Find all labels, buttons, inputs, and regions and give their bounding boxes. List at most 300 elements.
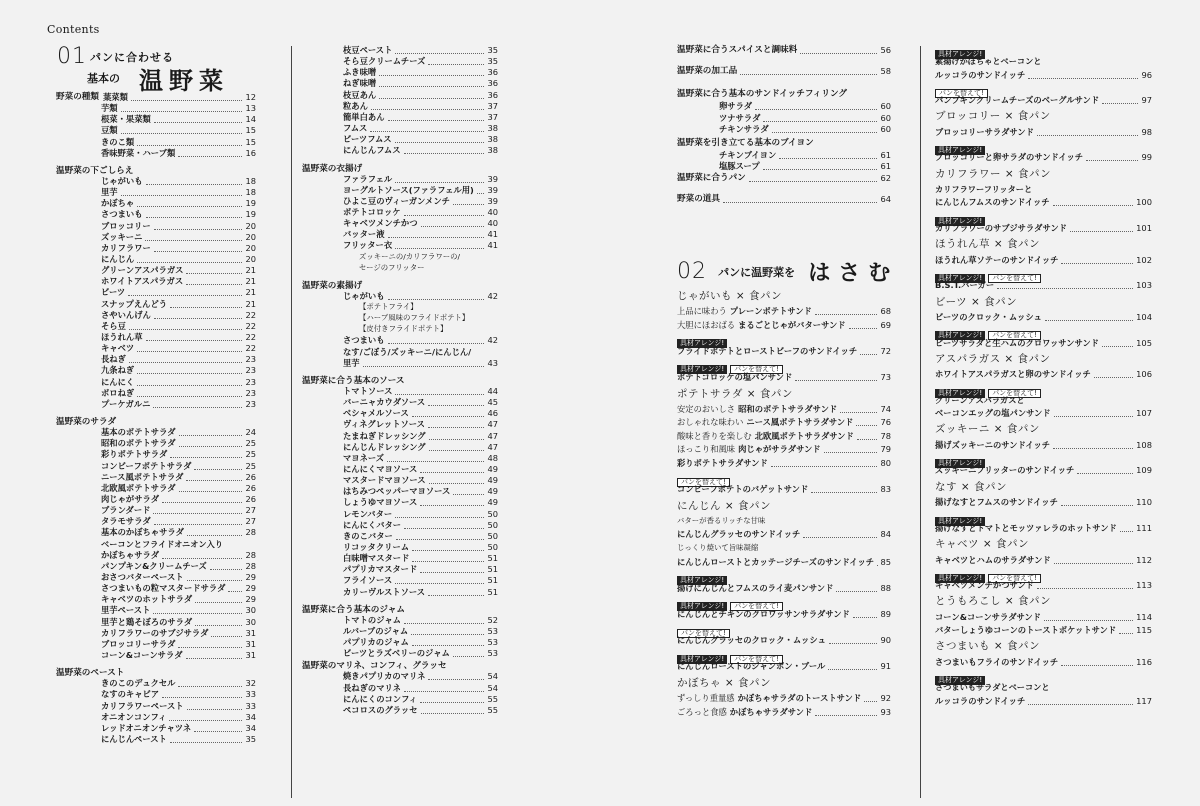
page-number: 116 bbox=[1136, 656, 1152, 667]
toc-entry bbox=[343, 134, 498, 145]
toc-entry bbox=[677, 583, 891, 594]
section-heading: 温野菜のサラダ bbox=[56, 417, 117, 428]
entry-title: にんじん bbox=[101, 253, 135, 264]
entry-title: かぼちゃ bbox=[101, 198, 135, 209]
entry-title: パンプキン&クリームチーズ bbox=[101, 560, 207, 571]
leader-dots bbox=[1054, 557, 1133, 564]
leader-dots bbox=[840, 406, 877, 413]
entry-title: ベシャメルソース bbox=[343, 408, 409, 419]
leader-dots bbox=[1028, 698, 1133, 705]
entry-title: 長ねぎ bbox=[101, 354, 126, 365]
leader-dots bbox=[121, 105, 243, 112]
entry-tagline: ずっしり重量感 bbox=[677, 693, 735, 703]
page-number: 31 bbox=[245, 650, 256, 661]
toc-entry bbox=[101, 148, 256, 159]
leader-dots bbox=[477, 187, 485, 194]
page-number: 42 bbox=[487, 335, 498, 346]
section-heading: 温野菜の衣揚げ bbox=[302, 163, 363, 174]
leader-dots bbox=[864, 695, 877, 702]
entry-title: マスタードマヨソース bbox=[343, 475, 426, 486]
leader-dots bbox=[179, 485, 243, 492]
leader-dots bbox=[815, 709, 877, 716]
toc-entry bbox=[101, 137, 256, 148]
toc-entry bbox=[677, 346, 891, 357]
entry-title: ほうれん草 bbox=[101, 332, 143, 342]
category-heading: ビーツ × 食パン bbox=[935, 295, 1018, 308]
toc-entry bbox=[343, 553, 498, 564]
page-number: 53 bbox=[487, 637, 498, 648]
arrange-badge: 具材アレンジ! bbox=[935, 459, 985, 468]
toc-entry bbox=[677, 529, 891, 540]
entry-title: カリフラワー bbox=[101, 242, 151, 253]
page-number: 49 bbox=[487, 486, 498, 497]
entry-title: コンビーフポテトサラダ bbox=[101, 460, 192, 471]
page-number: 36 bbox=[487, 78, 498, 89]
page-number: 117 bbox=[1136, 695, 1152, 706]
entry-note: バターが香るリッチな甘味 bbox=[677, 515, 766, 525]
arrange-badges bbox=[677, 570, 730, 585]
leader-dots bbox=[137, 139, 242, 146]
page-number: 41 bbox=[487, 229, 498, 240]
toc-entry bbox=[677, 707, 891, 718]
toc-entry bbox=[677, 444, 891, 455]
arrange-badge: 具材アレンジ! bbox=[935, 389, 985, 398]
toc-entry bbox=[101, 617, 256, 628]
toc-entry bbox=[101, 723, 256, 734]
entry-text: さつまいもサラダとベーコンと bbox=[935, 682, 1050, 693]
page-number: 27 bbox=[245, 516, 256, 527]
arrange-badge: 具材アレンジ! bbox=[935, 574, 985, 583]
toc-entry bbox=[677, 609, 891, 620]
page-number: 19 bbox=[245, 198, 256, 209]
entry-text: 素揚げかぼちゃとベーコンと bbox=[935, 56, 1042, 67]
entry-note: 【ハーブ風味のフライドポテト】 bbox=[359, 313, 470, 323]
leader-dots bbox=[370, 125, 484, 132]
column-divider bbox=[291, 46, 292, 798]
toc-entry bbox=[343, 419, 498, 430]
arrange-badges bbox=[677, 359, 786, 374]
entry-title: さつまいもフライのサンドイッチ bbox=[935, 656, 1059, 667]
toc-entry bbox=[343, 67, 498, 78]
entry-tagline: おしゃれな味わい bbox=[677, 417, 744, 428]
entry-title: ビーツサラダと生ハムのクロワッサンサンド bbox=[935, 337, 1099, 348]
leader-dots bbox=[379, 92, 484, 99]
toc-entry bbox=[101, 583, 256, 594]
page-number: 53 bbox=[487, 625, 498, 636]
leader-dots bbox=[154, 116, 243, 123]
page-number: 29 bbox=[245, 572, 256, 582]
toc-entry bbox=[343, 671, 498, 682]
page-number: 36 bbox=[487, 67, 498, 78]
section-heading: 温野菜の素揚げ bbox=[302, 280, 363, 291]
leader-dots bbox=[404, 685, 485, 692]
entry-title: なすのキャビア bbox=[101, 689, 160, 700]
toc-entry bbox=[101, 505, 256, 516]
page-number: 85 bbox=[880, 556, 891, 567]
page-number: 23 bbox=[245, 376, 256, 387]
arrange-badges bbox=[677, 649, 786, 663]
page-number: 103 bbox=[1136, 280, 1152, 291]
entry-title: チキンブイヨン bbox=[719, 149, 777, 160]
part2-number: 02 bbox=[677, 259, 707, 284]
toc-entry bbox=[343, 442, 498, 453]
toc-entry bbox=[719, 150, 891, 161]
page-number: 98 bbox=[1141, 126, 1152, 137]
page-number: 60 bbox=[880, 112, 891, 123]
leader-dots bbox=[162, 496, 242, 503]
page-number: 50 bbox=[487, 530, 498, 541]
toc-entry bbox=[343, 464, 498, 475]
category-heading: ポテトサラダ × 食パン bbox=[677, 387, 793, 400]
leader-dots bbox=[1119, 627, 1133, 634]
page-number: 55 bbox=[487, 693, 498, 704]
leader-dots bbox=[178, 680, 242, 687]
leader-dots bbox=[723, 196, 877, 203]
part2-heading: はさむ bbox=[808, 261, 899, 286]
entry-title: ツナサラダ bbox=[719, 112, 761, 123]
page-number: 83 bbox=[880, 484, 891, 495]
entry-title: ホワイトアスパラガス bbox=[101, 276, 184, 287]
toc-entry bbox=[343, 475, 498, 486]
leader-dots bbox=[194, 725, 242, 732]
arrange-badges bbox=[935, 511, 988, 525]
toc-entry bbox=[343, 705, 498, 716]
arrange-badges bbox=[935, 268, 1044, 282]
toc-entry bbox=[101, 332, 256, 343]
arrange-badge: 具材アレンジ! bbox=[677, 655, 727, 664]
page-number: 20 bbox=[245, 220, 256, 231]
toc-entry bbox=[935, 338, 1152, 349]
toc-entry bbox=[343, 520, 498, 531]
entry-title: フリッター衣 bbox=[343, 240, 393, 251]
toc-entry bbox=[343, 453, 498, 464]
page-number: 37 bbox=[487, 100, 498, 111]
toc-entry bbox=[677, 431, 891, 442]
leader-dots bbox=[388, 337, 485, 344]
entry-title: ビーツのクロック・ムッシュ bbox=[935, 312, 1042, 322]
entry-tagline: ほっこり和風味 bbox=[677, 444, 736, 455]
toc-entry bbox=[101, 701, 256, 712]
entry-title: ニース風ポテトサラダ bbox=[101, 471, 184, 482]
leader-dots bbox=[828, 663, 877, 670]
entry-note: ズッキーニの/カリフラワーの/ bbox=[359, 251, 460, 261]
entry-title: 豆類 bbox=[101, 125, 118, 136]
toc-entry bbox=[935, 152, 1152, 163]
leader-dots bbox=[178, 150, 242, 157]
toc-entry bbox=[677, 173, 891, 184]
arrange-badges bbox=[935, 211, 988, 225]
arrange-badge: 具材アレンジ! bbox=[935, 217, 985, 226]
category-heading: キャベツ × 食パン bbox=[935, 538, 1029, 550]
leader-dots bbox=[420, 499, 484, 506]
arrange-badges bbox=[935, 670, 988, 685]
leader-dots bbox=[186, 267, 242, 274]
leader-dots bbox=[811, 486, 877, 493]
arrange-badge: 具材アレンジ! bbox=[677, 339, 727, 348]
leader-dots bbox=[121, 189, 243, 196]
leader-dots bbox=[1044, 614, 1133, 621]
leader-dots bbox=[169, 714, 242, 721]
arrange-badges bbox=[935, 325, 1044, 340]
toc-entry bbox=[677, 557, 891, 568]
part2-title bbox=[677, 256, 898, 284]
entry-title: じゃがいも bbox=[343, 290, 385, 301]
toc-entry bbox=[935, 197, 1152, 208]
toc-entry bbox=[343, 648, 498, 659]
page-number: 47 bbox=[487, 430, 498, 441]
arrange-badges bbox=[935, 568, 1044, 582]
entry-title: さつまいも bbox=[343, 335, 385, 346]
toc-entry bbox=[101, 287, 256, 298]
page-number: 22 bbox=[245, 332, 256, 342]
section-heading: 温野菜に合う基本のジャム bbox=[302, 604, 405, 615]
section-heading: 温野菜のマリネ、コンフィ、グラッセ bbox=[302, 661, 447, 672]
page-number: 109 bbox=[1136, 465, 1152, 476]
leader-dots bbox=[420, 696, 484, 703]
entry-title: たまねぎドレッシング bbox=[343, 430, 426, 441]
leader-dots bbox=[195, 596, 242, 603]
page-number: 110 bbox=[1136, 497, 1152, 508]
page-number: 15 bbox=[245, 125, 256, 136]
page-number: 108 bbox=[1136, 439, 1152, 450]
leader-dots bbox=[395, 388, 484, 395]
leader-dots bbox=[162, 691, 242, 698]
toc-entry bbox=[677, 484, 891, 495]
entry-title: ブロッコリーと卵サラダのサンドイッチ bbox=[935, 152, 1084, 163]
page-number: 49 bbox=[487, 463, 498, 474]
entry-title: ポテトコロッケの塩パンサンド bbox=[677, 372, 793, 382]
leader-dots bbox=[453, 650, 485, 657]
page-number: 30 bbox=[245, 605, 256, 616]
leader-dots bbox=[421, 707, 485, 714]
page-number: 35 bbox=[487, 45, 498, 55]
leader-dots bbox=[129, 323, 243, 330]
leader-dots bbox=[131, 94, 243, 101]
entry-title: オニオンコンフィ bbox=[101, 711, 167, 722]
section-heading: 温野菜を引き立てる基本のブイヨン bbox=[677, 137, 814, 148]
page-number: 111 bbox=[1136, 522, 1152, 533]
entry-title: パプリカのジャム bbox=[343, 637, 409, 648]
leader-dots bbox=[429, 433, 485, 440]
arrange-badge: パンを替えて! bbox=[730, 655, 783, 664]
entry-title: B.S.T.バーガー bbox=[935, 280, 995, 291]
toc-entry bbox=[935, 465, 1152, 476]
toc-entry bbox=[677, 194, 891, 205]
toc-entry bbox=[935, 127, 1152, 138]
page-number: 101 bbox=[1136, 222, 1152, 233]
toc-entry bbox=[343, 587, 498, 598]
entry-title: そら豆 bbox=[101, 320, 126, 331]
toc-entry bbox=[719, 124, 891, 135]
entry-title: きのこのデュクセル bbox=[101, 678, 176, 689]
arrange-badge: パンを替えて! bbox=[988, 274, 1041, 283]
entry-text: グリーンアスパラガスと bbox=[935, 394, 1025, 405]
leader-dots bbox=[411, 628, 484, 635]
leader-dots bbox=[428, 421, 484, 428]
page-number: 106 bbox=[1136, 369, 1152, 380]
page-number: 68 bbox=[880, 306, 891, 316]
entry-title: 昭和のポテトサラダサンド bbox=[738, 403, 838, 414]
page-number: 33 bbox=[245, 700, 256, 711]
page-number: 15 bbox=[245, 136, 256, 147]
arrange-badge: パンを替えて! bbox=[730, 602, 783, 611]
arrange-badge: 具材アレンジ! bbox=[677, 576, 727, 585]
toc-entry bbox=[677, 45, 891, 56]
page-number: 60 bbox=[880, 124, 891, 135]
entry-title: しょうゆマヨソース bbox=[343, 497, 418, 508]
leader-dots bbox=[749, 175, 878, 182]
entry-title: 白味噌マスタード bbox=[343, 553, 410, 564]
leader-dots bbox=[186, 474, 242, 481]
entry-title: 基本のポテトサラダ bbox=[101, 427, 176, 438]
leader-dots bbox=[824, 446, 878, 453]
leader-dots bbox=[849, 322, 878, 329]
toc-entry bbox=[677, 417, 891, 428]
toc-entry bbox=[101, 734, 256, 745]
page-number: 26 bbox=[245, 493, 256, 504]
toc-entry bbox=[935, 255, 1152, 266]
entry-title: にんにくマヨソース bbox=[343, 463, 418, 474]
leader-dots bbox=[453, 198, 484, 205]
leader-dots bbox=[800, 47, 877, 54]
leader-dots bbox=[154, 518, 243, 525]
toc-entry bbox=[343, 615, 498, 626]
toc-entry bbox=[677, 458, 891, 469]
page-number: 114 bbox=[1136, 611, 1152, 622]
entry-tagline: ごろっと食感 bbox=[677, 706, 727, 717]
arrange-badges bbox=[935, 44, 988, 58]
toc-entry bbox=[343, 486, 498, 497]
entry-title: 温野菜の加工品 bbox=[677, 66, 738, 76]
page-number: 93 bbox=[880, 706, 891, 717]
toc-entry bbox=[101, 221, 256, 232]
toc-entry bbox=[343, 101, 498, 112]
entry-title: にんじんローストのジャンボン・ブール bbox=[677, 661, 826, 672]
entry-title: パプリカマスタード bbox=[343, 564, 418, 575]
leader-dots bbox=[153, 507, 242, 514]
leader-dots bbox=[170, 301, 242, 308]
entry-title: ズッキーニフリッターのサンドイッチ bbox=[935, 465, 1075, 476]
page-number: 51 bbox=[487, 586, 498, 597]
toc-entry bbox=[935, 223, 1152, 234]
toc-entry bbox=[101, 365, 256, 376]
page-number: 25 bbox=[245, 438, 256, 449]
entry-title: 彩りポテトサラダサンド bbox=[677, 458, 768, 468]
page-number: 72 bbox=[880, 345, 891, 356]
toc-entry bbox=[101, 628, 256, 639]
toc-entry bbox=[101, 276, 256, 287]
leader-dots bbox=[1037, 129, 1139, 136]
toc-entry bbox=[101, 427, 256, 438]
toc-entry bbox=[101, 176, 256, 187]
toc-entry bbox=[343, 683, 498, 694]
toc-entry bbox=[101, 343, 256, 354]
page-number: 74 bbox=[880, 403, 891, 414]
entry-title: フライソース bbox=[343, 575, 393, 586]
page-number: 23 bbox=[245, 387, 256, 398]
page-number: 56 bbox=[880, 45, 891, 55]
leader-dots bbox=[137, 390, 242, 397]
page-number: 107 bbox=[1136, 408, 1152, 419]
entry-title: カリフラワーのサブジサラダサンド bbox=[935, 222, 1067, 233]
toc-entry bbox=[101, 265, 256, 276]
entry-title: ビーツ bbox=[101, 287, 126, 298]
page-number: 50 bbox=[487, 508, 498, 519]
entry-title: ルッコラのサンドイッチ bbox=[935, 69, 1026, 80]
toc-entry bbox=[677, 404, 891, 415]
entry-title: レッドオニオンチャツネ bbox=[101, 722, 192, 733]
toc-entry bbox=[101, 483, 256, 494]
entry-title: 温野菜に合うパン bbox=[677, 173, 746, 183]
page-number: 21 bbox=[245, 265, 256, 276]
toc-entry bbox=[343, 564, 498, 575]
page-number: 76 bbox=[880, 417, 891, 428]
page-number: 58 bbox=[880, 66, 891, 76]
toc-entry bbox=[101, 187, 256, 198]
page-number: 51 bbox=[487, 553, 498, 564]
leader-dots bbox=[1102, 97, 1138, 104]
entry-title: ファラフェル bbox=[343, 173, 393, 184]
category-heading: じゃがいも × 食パン bbox=[677, 290, 782, 302]
entry-title: 基本のかぼちゃサラダ bbox=[101, 527, 184, 538]
toc-entry bbox=[343, 509, 498, 520]
leader-dots bbox=[853, 611, 878, 618]
entry-title: キャベツメンチかつ bbox=[343, 218, 418, 229]
entry-title: ブロッコリー bbox=[101, 220, 151, 231]
leader-dots bbox=[396, 533, 485, 540]
leader-dots bbox=[815, 308, 878, 315]
page-number: 30 bbox=[245, 616, 256, 627]
page-number: 80 bbox=[880, 458, 891, 468]
entry-title: 葉菜類 bbox=[102, 92, 128, 102]
page-number: 18 bbox=[245, 187, 256, 198]
toc-entry bbox=[343, 185, 498, 196]
toc-entry bbox=[343, 531, 498, 542]
leader-dots bbox=[429, 477, 485, 484]
toc-entry bbox=[677, 661, 891, 672]
leader-dots bbox=[1053, 442, 1133, 449]
entry-title: キャベツメンチかつサンド bbox=[935, 580, 1034, 590]
leader-dots bbox=[154, 245, 243, 252]
leader-dots bbox=[121, 127, 243, 134]
entry-title: 北欧風ポテトサラダ bbox=[101, 482, 176, 493]
entry-title: にんじんグラッセのサンドイッチ bbox=[677, 529, 801, 540]
leader-dots bbox=[763, 115, 877, 122]
entry-title: キャベツとハムのサラダサンド bbox=[935, 554, 1051, 565]
page-number: 21 bbox=[245, 298, 256, 309]
entry-title: にんじんローストとカッテージチーズのサンドイッチ bbox=[677, 556, 875, 567]
entry-title: じゃがいも bbox=[101, 175, 143, 186]
toc-entry bbox=[935, 280, 1152, 291]
leader-dots bbox=[1120, 525, 1133, 532]
page-number: 46 bbox=[487, 408, 498, 419]
leader-dots bbox=[395, 47, 484, 54]
page-number: 100 bbox=[1136, 197, 1152, 208]
page-number: 13 bbox=[245, 103, 256, 114]
entry-title: ビーツフムス bbox=[343, 134, 392, 145]
leader-dots bbox=[395, 577, 484, 584]
page-number: 43 bbox=[487, 357, 498, 368]
entry-title: コーン&コーンサラダ bbox=[101, 650, 183, 661]
toc-entry bbox=[935, 440, 1152, 451]
leader-dots bbox=[755, 103, 877, 110]
entry-tagline: 上品に味わう bbox=[677, 306, 727, 316]
arrange-badges bbox=[935, 453, 988, 468]
entry-text: カリフラワーフリッターと bbox=[935, 184, 1033, 195]
entry-title: ルバーブのジャム bbox=[343, 625, 409, 636]
page-number: 73 bbox=[880, 372, 891, 382]
leader-dots bbox=[428, 589, 484, 596]
